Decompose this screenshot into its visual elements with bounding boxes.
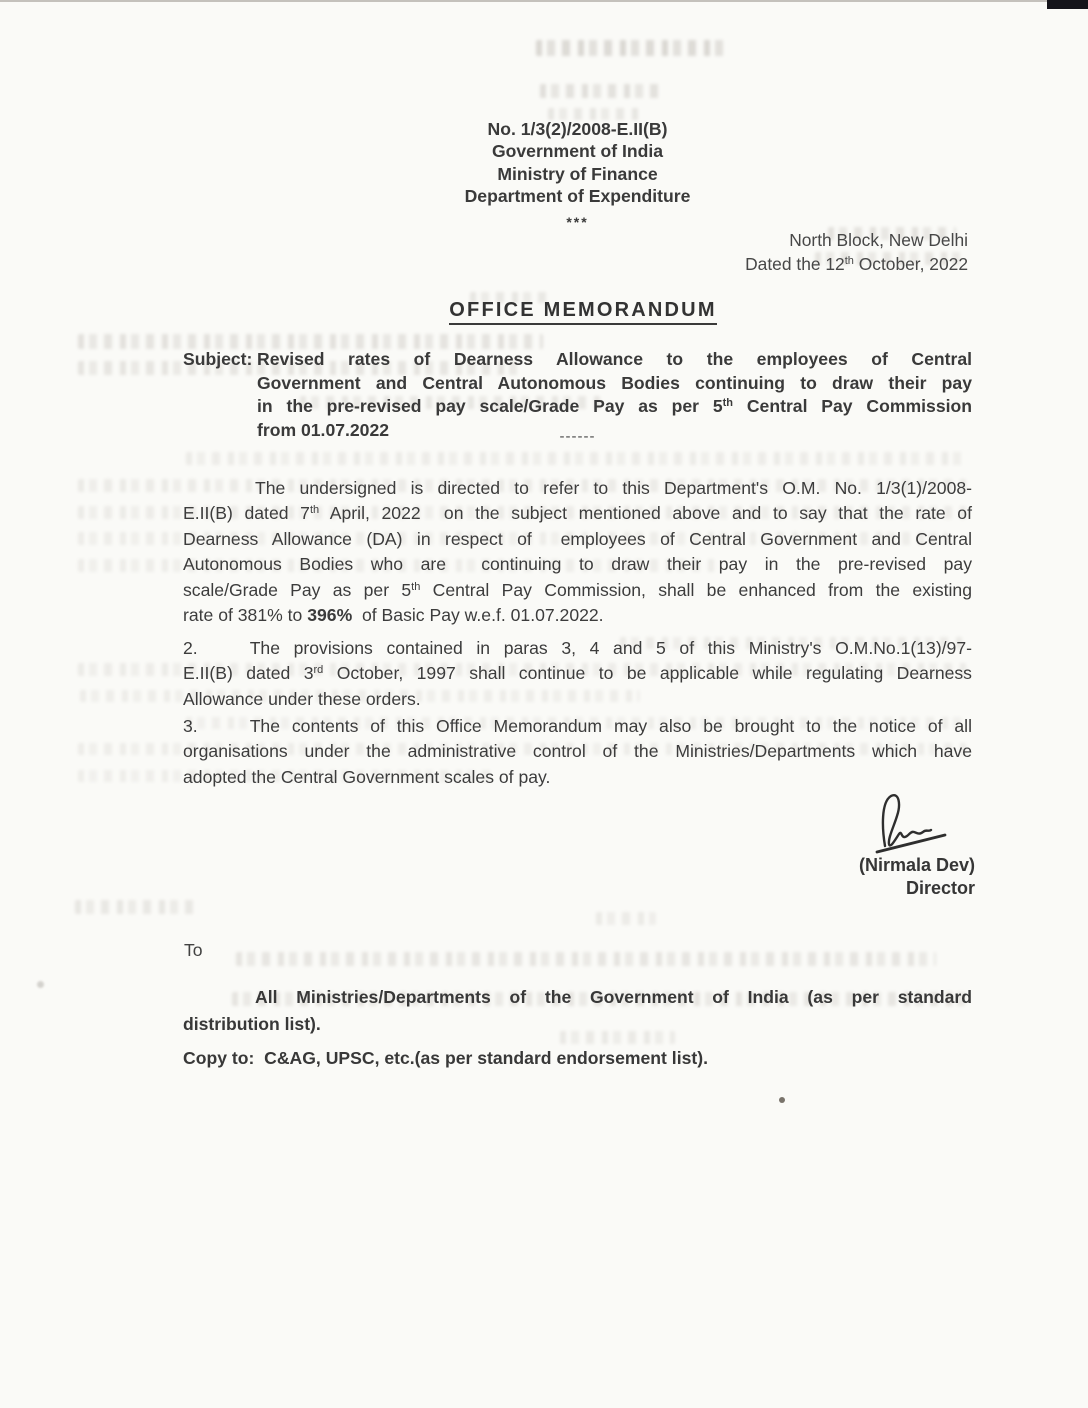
scan-speck bbox=[779, 1097, 785, 1103]
paragraph-line: The undersigned is directed to refer to this Department's O.M. No. 1/3(1)/2008- bbox=[255, 478, 972, 498]
addressee-line: All Ministries/Departments of the Government of India (as per standard bbox=[255, 987, 972, 1007]
paragraph-line: Allowance under these orders. bbox=[183, 688, 421, 709]
paragraph-line: scale/Grade Pay as per 5th Central Pay Commission, shall be enhanced from the existing bbox=[183, 579, 972, 600]
bleedthrough-smudge bbox=[78, 334, 543, 349]
subject-line: Government and Central Autonomous Bodies continuing to draw their pay bbox=[257, 372, 972, 393]
bleedthrough-smudge bbox=[186, 452, 964, 465]
copy-to-line: Copy to: C&AG, UPSC, etc.(as per standard endorsement list). bbox=[183, 1048, 708, 1068]
signatory-designation: Director bbox=[905, 877, 975, 898]
separator-dashes: ------ bbox=[559, 428, 596, 445]
paragraph-line: rate of 381% to 396% of Basic Pay w.e.f. 01.07.2022. bbox=[183, 605, 604, 626]
place-line: North Block, New Delhi bbox=[789, 230, 968, 250]
scan-speck bbox=[37, 981, 44, 988]
addressee-line: distribution list). bbox=[183, 1014, 321, 1034]
paragraph-line: adopted the Central Government scales of pay. bbox=[183, 766, 551, 787]
document-title-text: OFFICE MEMORANDUM bbox=[449, 299, 716, 325]
reference-number: No. 1/3(2)/2008-E.II(B) bbox=[487, 119, 668, 139]
signatory-name: (Nirmala Dev) bbox=[858, 855, 975, 875]
bleedthrough-smudge bbox=[75, 900, 195, 914]
bleedthrough-smudge bbox=[540, 84, 660, 98]
bleedthrough-smudge bbox=[536, 40, 726, 56]
scan-edge-artifact bbox=[0, 0, 1088, 2]
subject-line: from 01.07.2022 bbox=[257, 419, 390, 440]
paragraph-line: 2. The provisions contained in paras 3, 4 and 5 of this Ministry's O.M.No.1(13)/97- bbox=[183, 638, 972, 658]
addressee-block bbox=[183, 984, 972, 1038]
paragraph-line: Autonomous Bodies who are continuing to draw their pay in the pre-revised pay bbox=[183, 554, 972, 575]
paragraph-line: E.II(B) dated 7th April, 2022 on the subject mentioned above and to say that the rate of bbox=[183, 503, 972, 524]
bleedthrough-smudge bbox=[596, 912, 656, 925]
subject-label: Subject: bbox=[183, 349, 253, 369]
paragraph-line: E.II(B) dated 3rd October, 1997 shall continue to be applicable while regulating Dearness bbox=[183, 663, 972, 684]
to-label: To bbox=[184, 940, 203, 960]
org-line-department: Department of Expenditure bbox=[464, 186, 691, 207]
signature-scribble bbox=[868, 790, 954, 854]
separator-stars: *** bbox=[566, 213, 589, 230]
org-line-ministry: Ministry of Finance bbox=[497, 163, 658, 184]
document-title bbox=[183, 299, 983, 322]
subject-line: Revised rates of Dearness Allowance to the employees of Central bbox=[257, 349, 972, 369]
paragraph-line: Dearness Allowance (DA) in respect of employees of Central Government and Central bbox=[183, 528, 972, 549]
letterhead bbox=[183, 118, 972, 233]
body-paragraph-3 bbox=[183, 714, 972, 790]
body-paragraph-1 bbox=[183, 476, 972, 628]
body-paragraph-2 bbox=[183, 636, 972, 712]
subject-line: in the pre-revised pay scale/Grade Pay as per 5th Central Pay Commission bbox=[257, 396, 972, 417]
paragraph-line: 3. The contents of this Office Memorandum may also be brought to the notice of all bbox=[183, 716, 972, 736]
scan-corner-artifact bbox=[1047, 0, 1088, 9]
paragraph-line: organisations under the administrative control of the Ministries/Departments which have bbox=[183, 741, 972, 762]
date-line: Dated the 12th October, 2022 bbox=[745, 253, 968, 274]
bleedthrough-smudge bbox=[236, 952, 936, 966]
place-date-block bbox=[183, 229, 968, 276]
org-line-government: Government of India bbox=[491, 141, 664, 162]
signatory-block bbox=[583, 854, 975, 900]
